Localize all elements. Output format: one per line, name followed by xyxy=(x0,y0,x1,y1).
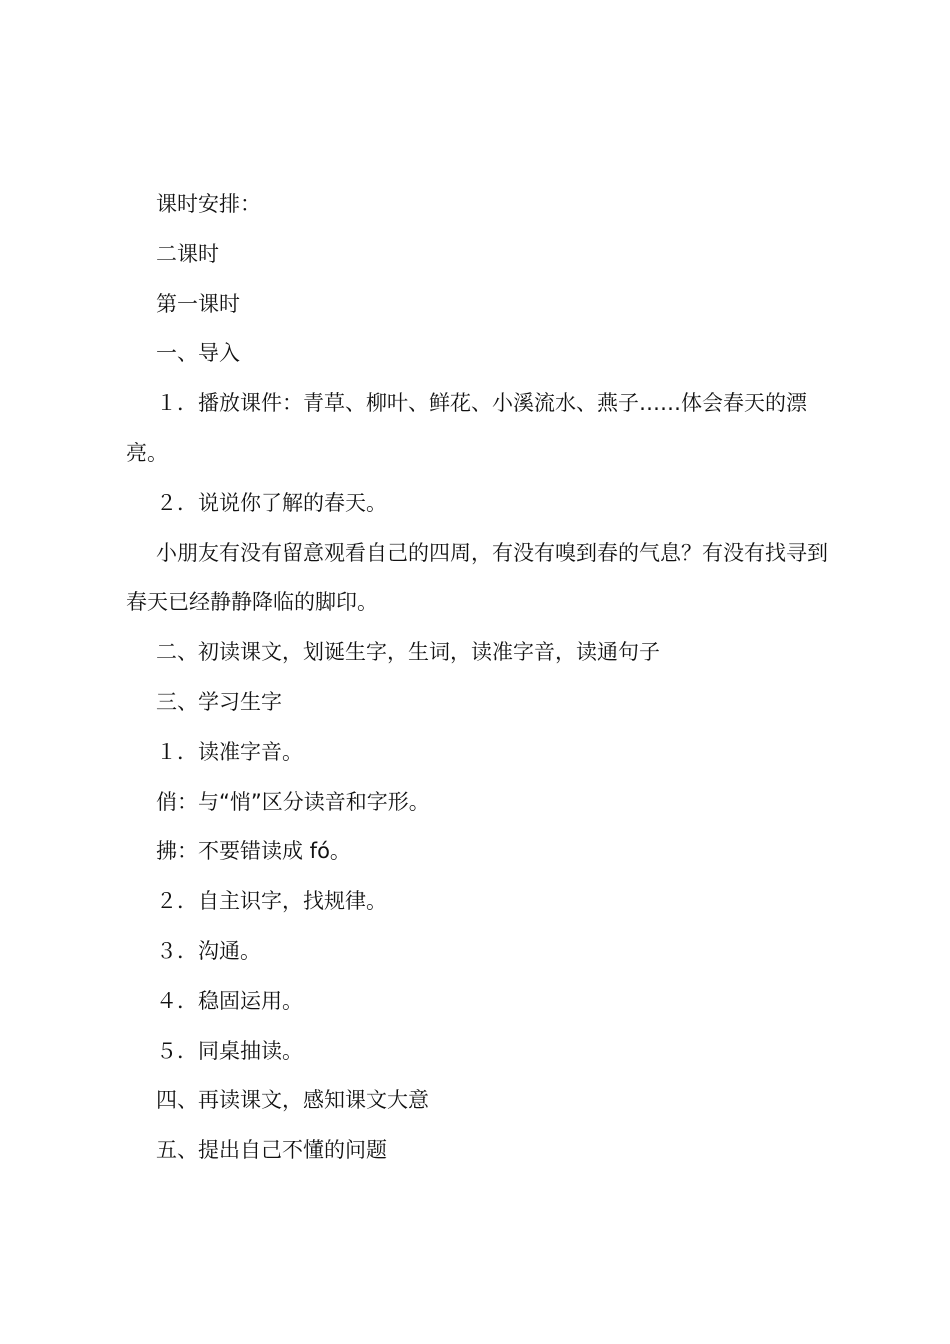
paragraph-schedule-heading: 课时安排： xyxy=(156,192,261,216)
paragraph-characters-step-5: ５．同桌抽读。 xyxy=(156,1038,303,1063)
paragraph-section-intro: 一、导入 xyxy=(156,341,240,366)
paragraph-intro-question: 小朋友有没有留意观看自己的四周，有没有嗅到春的气息？有没有找寻到春天已经静静降临的脚印。 xyxy=(126,540,828,615)
paragraph-section-questions: 五、提出自己不懂的问题 xyxy=(156,1138,387,1163)
paragraph-characters-step-3: ３．沟通。 xyxy=(156,938,261,963)
paragraph-characters-step-2: ２．自主识字，找规律。 xyxy=(156,889,387,914)
paragraph-characters-step-4: ４．稳固运用。 xyxy=(156,988,303,1013)
paragraph-intro-step-2: ２．说说你了解的春天。 xyxy=(156,490,387,515)
paragraph-section-reread: 四、再读课文，感知课文大意 xyxy=(156,1088,429,1113)
paragraph-class-count: 二课时 xyxy=(156,241,219,266)
paragraph-section-characters: 三、学习生字 xyxy=(156,689,282,714)
paragraph-section-first-reading: 二、初读课文，划诞生字，生词，读准字音，读通句子 xyxy=(156,640,660,665)
paragraph-characters-step-1: １．读准字音。 xyxy=(156,739,303,764)
paragraph-intro-step-1: １．播放课件：青草、柳叶、鲜花、小溪流水、燕子……体会春天的漂亮。 xyxy=(126,391,807,465)
paragraph-character-note-qiao: 俏：与“悄”区分读音和字形。 xyxy=(156,789,430,814)
paragraph-first-lesson: 第一课时 xyxy=(156,291,240,316)
paragraph-character-note-fu: 拂：不要错读成 fó。 xyxy=(156,839,351,864)
document-body xyxy=(126,180,834,1176)
